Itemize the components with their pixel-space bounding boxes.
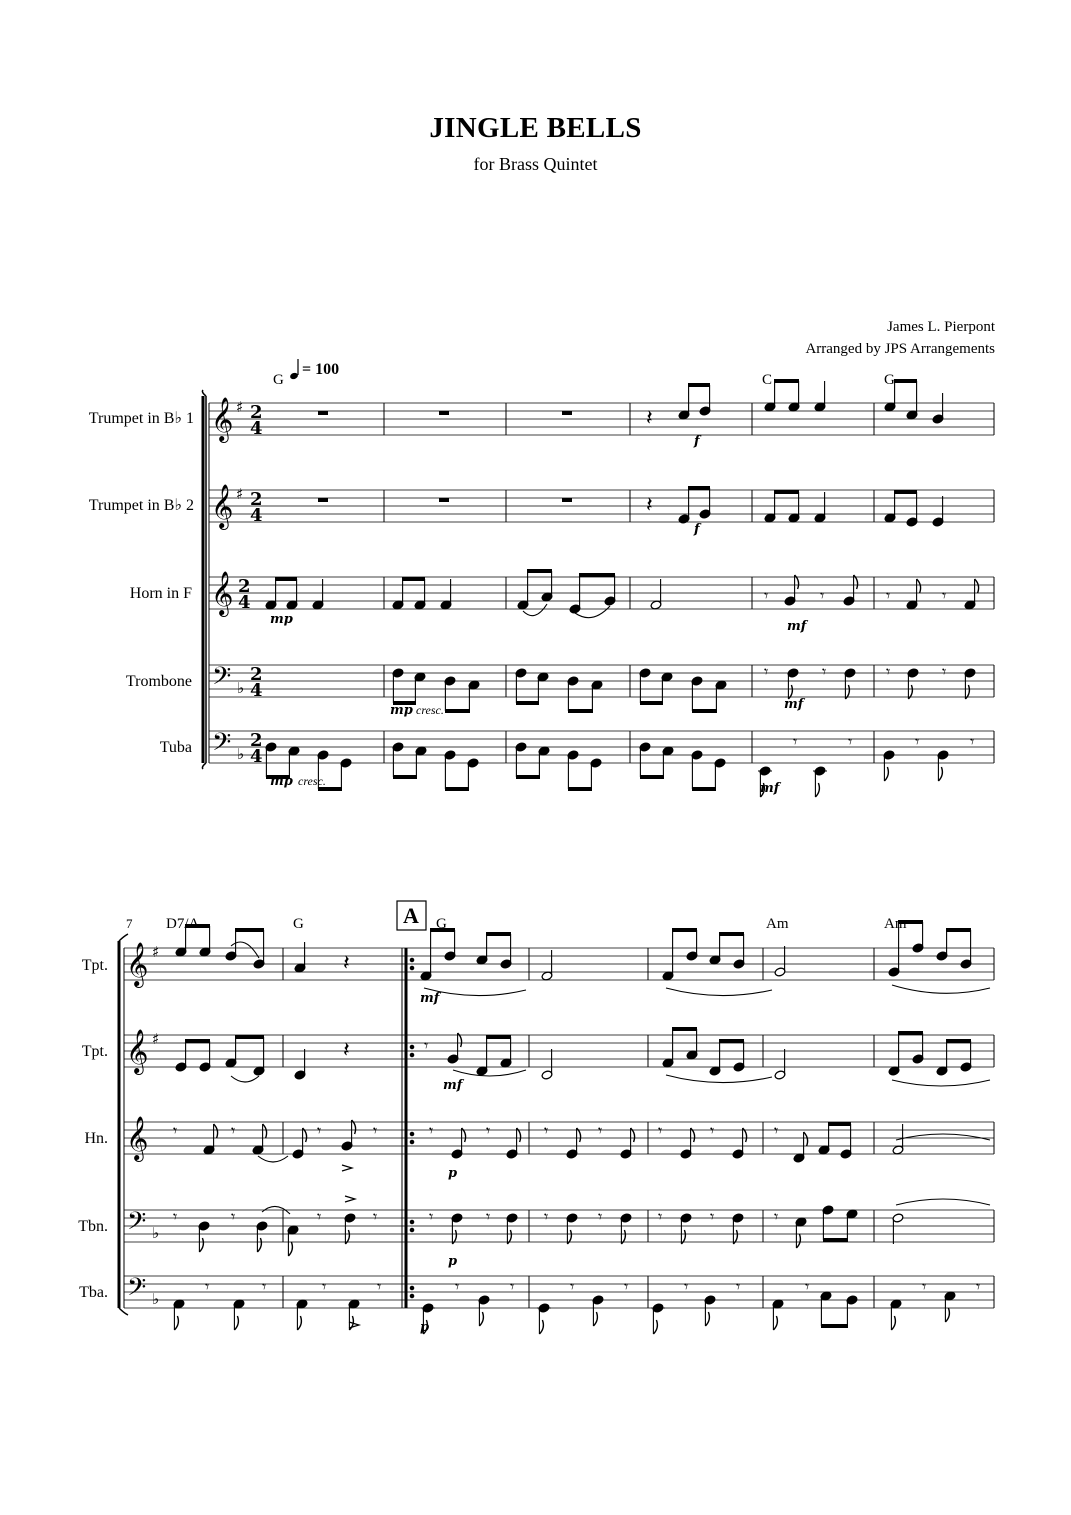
eighth-rest-icon: 𝄾	[424, 1036, 429, 1055]
eighth-rest-icon: 𝄾	[317, 1207, 322, 1226]
arranger-credit: Arranged by JPS Arrangements	[805, 341, 995, 357]
eighth-rest-icon: 𝄾	[173, 1121, 178, 1140]
slur	[258, 1156, 288, 1162]
eighth-rest-icon: 𝄾	[820, 586, 825, 605]
svg-text:2: 2	[250, 730, 263, 751]
chord-symbol: G	[436, 916, 447, 932]
chord-symbol: C	[762, 372, 773, 388]
barlines	[209, 403, 994, 763]
sharp-icon: ♯	[236, 485, 244, 503]
notes	[265, 381, 979, 797]
slur	[896, 1134, 990, 1140]
slur	[896, 1199, 990, 1205]
svg-text:4: 4	[250, 418, 263, 439]
eighth-rest-icon: 𝄾	[976, 1277, 981, 1296]
eighth-rest-icon: 𝄾	[774, 1207, 779, 1226]
instrument-label: Tuba	[159, 739, 192, 756]
slur	[892, 985, 990, 993]
quarter-rest-icon: 𝄽	[646, 493, 653, 518]
tempo-marking	[289, 359, 339, 380]
composer-credit: James L. Pierpont	[887, 319, 995, 335]
eighth-rest-icon: 𝄾	[373, 1207, 378, 1226]
svg-text:4: 4	[250, 680, 263, 701]
tempo-text: = 100	[302, 361, 340, 378]
dynamic-mezzo-piano: mp	[270, 612, 293, 627]
eighth-rest-icon: 𝄾	[710, 1207, 715, 1226]
dynamic-piano: p	[448, 1254, 458, 1269]
dynamic-piano: p	[420, 1320, 430, 1335]
time-signature	[238, 402, 263, 767]
accent-icon	[345, 1196, 355, 1202]
eighth-rest-icon: 𝄾	[764, 586, 769, 605]
eighth-rest-icon: 𝄾	[544, 1121, 549, 1140]
eighth-rest-icon: 𝄾	[942, 586, 947, 605]
treble-clef-icon: 𝄞	[126, 1029, 149, 1073]
dynamic-mezzo-forte: mf	[784, 697, 804, 712]
eighth-rest-icon: 𝄾	[774, 1121, 779, 1140]
instrument-label: Hn.	[84, 1130, 108, 1147]
eighth-rest-icon: 𝄾	[684, 1277, 689, 1296]
dynamic-mezzo-forte: mf	[443, 1078, 463, 1093]
whole-rest-icon	[318, 411, 572, 502]
system-1	[89, 359, 994, 797]
slur	[666, 988, 772, 996]
flat-icon: ♭	[237, 745, 245, 763]
slur	[231, 1076, 259, 1082]
svg-text:4: 4	[238, 592, 251, 613]
instrument-label: Trumpet in B♭ 1	[88, 410, 194, 427]
eighth-rest-icon: 𝄾	[173, 1207, 178, 1226]
treble-clef-icon: 𝄞	[211, 397, 234, 441]
flat-icon: ♭	[237, 679, 245, 697]
svg-text:4: 4	[250, 505, 263, 526]
instrument-label: Horn in F	[129, 585, 192, 602]
dynamic-forte: f	[694, 522, 700, 537]
chord-symbol: G	[884, 372, 895, 388]
eighth-rest-icon: 𝄾	[486, 1207, 491, 1226]
eighth-rest-icon: 𝄾	[764, 662, 769, 681]
accent-icon	[349, 1322, 359, 1328]
eighth-rest-icon: 𝄾	[658, 1207, 663, 1226]
instrument-label: Tba.	[79, 1284, 108, 1301]
staff-lines	[209, 403, 994, 763]
svg-text:4: 4	[250, 746, 263, 767]
notes	[173, 922, 990, 1334]
cresc-text: cresc.	[416, 703, 444, 717]
sharp-icon: ♯	[152, 1030, 160, 1048]
instrument-label: Trombone	[125, 673, 192, 690]
eighth-rest-icon: 𝄾	[231, 1207, 236, 1226]
bass-clef-icon: 𝄢	[127, 1207, 147, 1242]
eighth-rest-icon: 𝄾	[822, 662, 827, 681]
eighth-rest-icon: 𝄾	[915, 732, 920, 751]
eighth-rest-icon: 𝄾	[429, 1121, 434, 1140]
quarter-note-icon	[289, 372, 299, 380]
eighth-rest-icon: 𝄾	[886, 586, 891, 605]
score-title: JINGLE BELLS	[429, 112, 642, 144]
eighth-rest-icon: 𝄾	[373, 1121, 378, 1140]
dynamic-piano: p	[448, 1166, 458, 1181]
rehearsal-mark: A	[403, 903, 419, 928]
slur	[453, 1070, 526, 1076]
instrument-label: Tbn.	[78, 1218, 108, 1235]
bass-clef-icon: 𝄢	[212, 662, 232, 697]
dynamic-forte: f	[694, 434, 700, 449]
eighth-rest-icon: 𝄾	[710, 1121, 715, 1140]
eighth-rest-icon: 𝄾	[793, 732, 798, 751]
chord-symbol: D7/A	[166, 916, 200, 932]
quarter-rest-icon: 𝄽	[343, 1038, 350, 1063]
eighth-rest-icon: 𝄾	[429, 1207, 434, 1226]
svg-text:2: 2	[238, 576, 251, 597]
svg-text:2: 2	[250, 664, 263, 685]
eighth-rest-icon: 𝄾	[922, 1277, 927, 1296]
treble-clef-icon: 𝄞	[126, 1116, 149, 1160]
eighth-rest-icon: 𝄾	[570, 1277, 575, 1296]
bass-clef-icon: 𝄢	[127, 1273, 147, 1308]
eighth-rest-icon: 𝄾	[886, 662, 891, 681]
chord-symbol: G	[273, 372, 284, 388]
score-subtitle: for Brass Quintet	[473, 154, 598, 174]
chord-symbol: G	[293, 916, 304, 932]
eighth-rest-icon: 𝄾	[624, 1277, 629, 1296]
staff-lines	[124, 948, 994, 1308]
treble-clef-icon: 𝄞	[211, 571, 234, 615]
sharp-icon: ♯	[152, 943, 160, 961]
eighth-rest-icon: 𝄾	[544, 1207, 549, 1226]
system-2	[78, 901, 994, 1335]
dynamic-mezzo-piano: mp	[270, 774, 293, 789]
quarter-rest-icon: 𝄽	[343, 951, 350, 976]
eighth-rest-icon: 𝄾	[486, 1121, 491, 1140]
chord-symbol: Am	[884, 916, 907, 932]
sharp-icon: ♯	[236, 398, 244, 416]
eighth-rest-icon: 𝄾	[231, 1121, 236, 1140]
treble-clef-icon: 𝄞	[126, 942, 149, 986]
eighth-rest-icon: 𝄾	[942, 662, 947, 681]
flat-icon: ♭	[152, 1290, 160, 1308]
eighth-rest-icon: 𝄾	[598, 1121, 603, 1140]
chord-symbol: Am	[766, 916, 789, 932]
dynamic-mezzo-piano: mp	[390, 703, 413, 718]
eighth-rest-icon: 𝄾	[970, 732, 975, 751]
eighth-rest-icon: 𝄾	[262, 1277, 267, 1296]
measure-number: 7	[126, 916, 133, 931]
eighth-rest-icon: 𝄾	[848, 732, 853, 751]
eighth-rest-icon: 𝄾	[455, 1277, 460, 1296]
eighth-rest-icon: 𝄾	[322, 1277, 327, 1296]
instrument-label: Tpt.	[81, 957, 108, 974]
eighth-rest-icon: 𝄾	[205, 1277, 210, 1296]
bass-clef-icon: 𝄢	[212, 728, 232, 763]
instrument-label: Trumpet in B♭ 2	[88, 497, 194, 514]
eighth-rest-icon: 𝄾	[805, 1277, 810, 1296]
slur	[892, 1080, 990, 1086]
dynamic-mezzo-forte: mf	[787, 619, 807, 634]
eighth-rest-icon: 𝄾	[658, 1121, 663, 1140]
treble-clef-icon: 𝄞	[211, 484, 234, 528]
svg-text:2: 2	[250, 489, 263, 510]
slur	[666, 1075, 772, 1083]
dynamic-mezzo-forte: mf	[760, 781, 780, 796]
instrument-label: Tpt.	[81, 1043, 108, 1060]
quarter-rest-icon: 𝄽	[646, 406, 653, 431]
accent-icon	[342, 1165, 352, 1171]
eighth-rest-icon: 𝄾	[510, 1277, 515, 1296]
barlines	[124, 948, 994, 1308]
eighth-rest-icon: 𝄾	[736, 1277, 741, 1296]
eighth-rest-icon: 𝄾	[598, 1207, 603, 1226]
cresc-text: cresc.	[298, 774, 326, 788]
eighth-rest-icon: 𝄾	[317, 1121, 322, 1140]
svg-text:2: 2	[250, 402, 263, 423]
flat-icon: ♭	[152, 1224, 160, 1242]
dynamic-mezzo-forte: mf	[420, 991, 440, 1006]
eighth-rest-icon: 𝄾	[377, 1277, 382, 1296]
